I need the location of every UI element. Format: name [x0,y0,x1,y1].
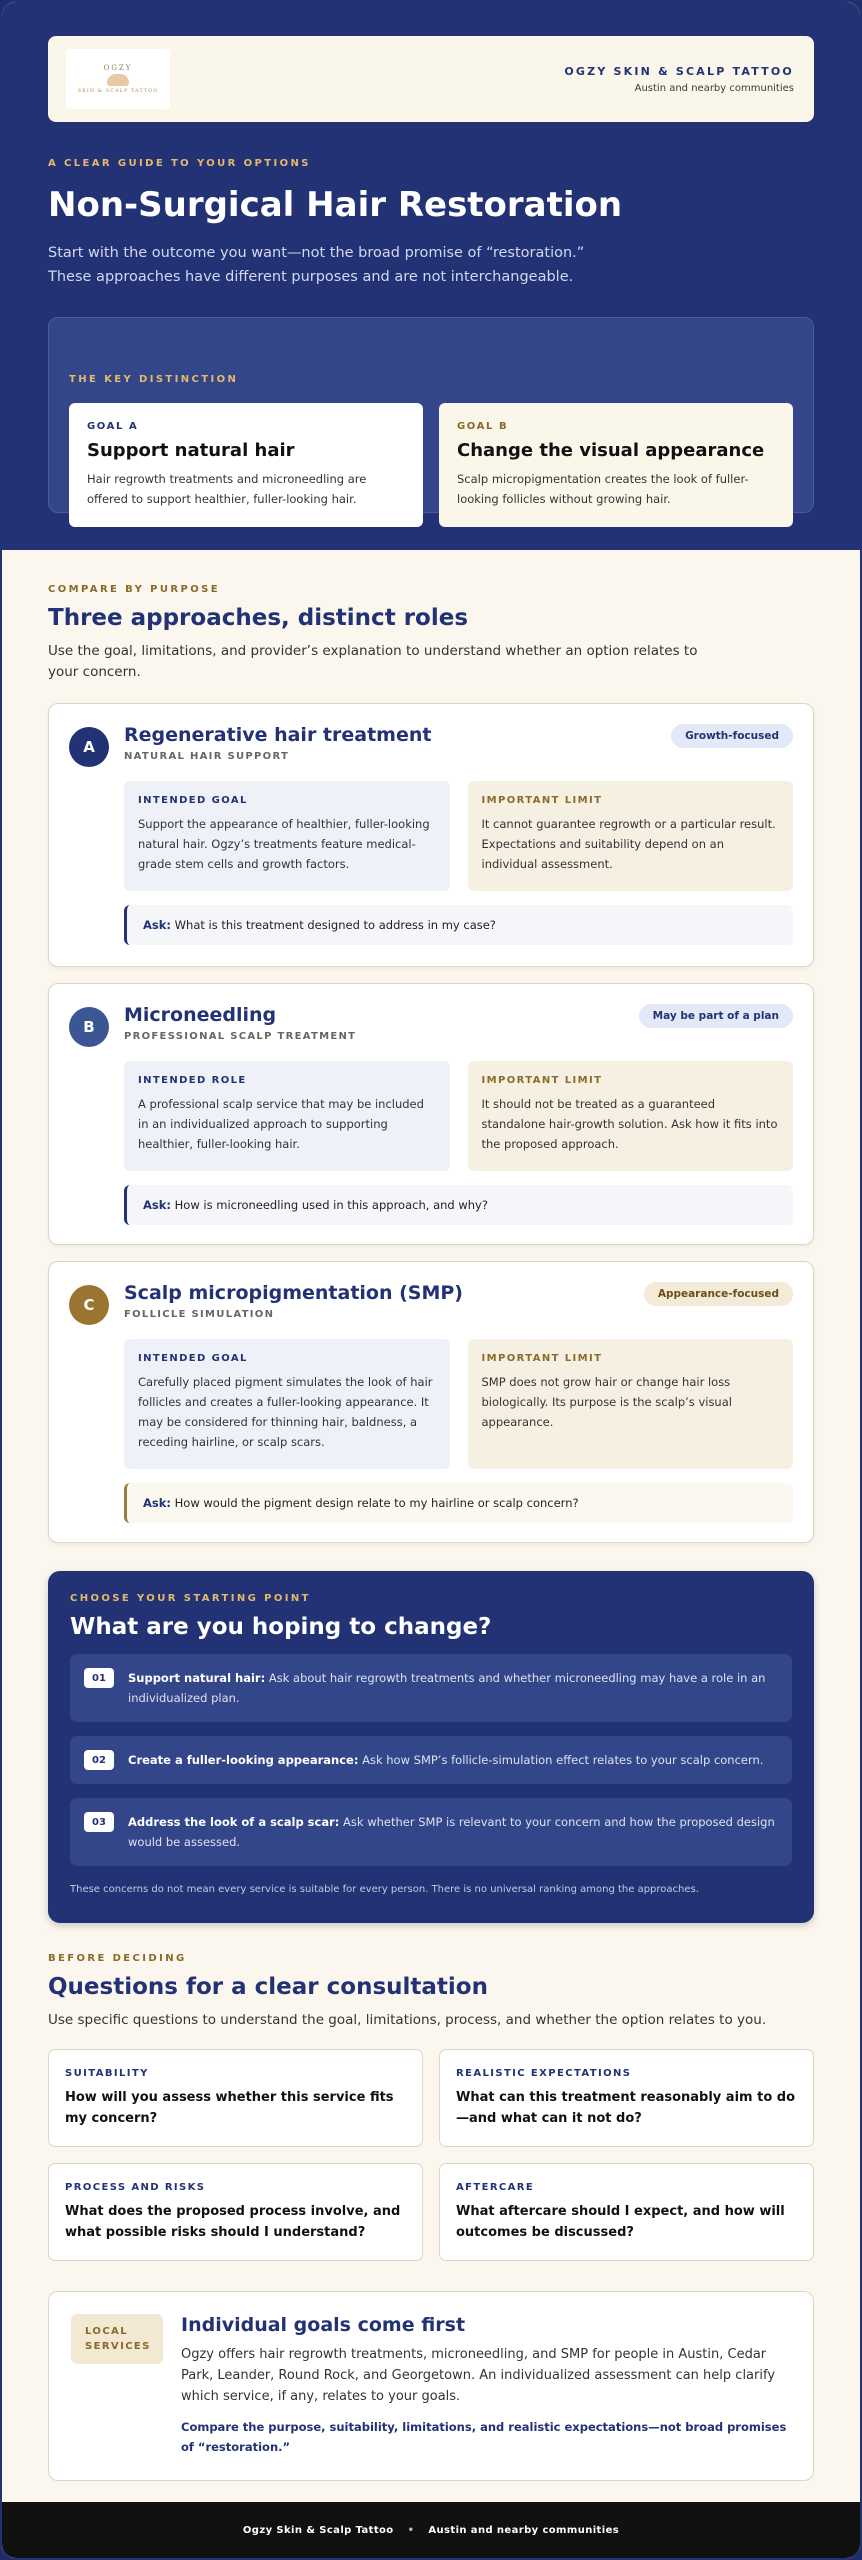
choose-eyebrow: CHOOSE YOUR STARTING POINT [70,1593,311,1604]
approach-card-c [48,1261,814,1543]
column-text: It should not be treated as a guaranteed standalone hair-growth solution. Ask how it fits into the proposed approach. [481,1097,778,1151]
question-text: How will you assess whether this service fits my concern? [65,2090,394,2126]
goal-title: Change the visual appearance [457,440,765,461]
badge-line-1: LOCAL [85,2326,128,2337]
footer-location: Austin and nearby communities [428,2524,620,2536]
column-tag: IMPORTANT LIMIT [481,1353,603,1364]
before-subtitle: Use specific questions to understand the goal, limitations, process, and whether the option relates to you. [48,2012,767,2028]
goal-card-b [439,403,793,527]
logo-subtext: SKIN & SCALP TATTOO [77,87,159,94]
compare-subtitle: Use the goal, limitations, and provider’s explanation to understand whether an option relates to your concern. [48,643,698,680]
page-title: Non-Surgical Hair Restoration [48,185,623,225]
ask-text: What is this treatment designed to address in my case? [174,918,496,932]
hero-subtitle-line-2: These approaches have different purposes and are not interchangeable. [48,269,574,285]
question-text: What aftercare should I expect, and how will outcomes be discussed? [456,2204,785,2240]
choice-item [70,1736,792,1784]
important-limit-box [468,1339,794,1469]
brand-location: Austin and nearby communities [634,82,794,94]
question-tag: PROCESS AND RISKS [65,2182,206,2193]
ask-text: How is microneedling used in this approach, and why? [174,1198,488,1212]
brand-info [564,65,794,94]
local-body [181,2314,791,2458]
column-text: A professional scalp service that may be included in an individualized approach to supporting healthier, fuller-looking hair. [138,1097,424,1151]
local-services-card [48,2291,814,2481]
goal-description: Scalp micropigmentation creates the look of fuller-looking follicles without growing hair. [457,472,749,506]
before-title: Questions for a clear consultation [48,1974,488,2000]
hero-eyebrow: A CLEAR GUIDE TO YOUR OPTIONS [48,158,311,169]
approach-kicker: FOLLICLE SIMULATION [124,1309,275,1320]
intended-goal-box [124,1339,450,1469]
choice-lead: Address the look of a scalp scar: [128,1815,340,1829]
choice-item [70,1798,792,1866]
top-bar [48,36,814,122]
approach-columns [124,1339,793,1469]
local-text: Ogzy offers hair regrowth treatments, microneedling, and SMP for people in Austin, Cedar Park, Leander, Round Rock, and Georgetown. An individualized assessment can help clarify which service, if any, relates to your goals. [181,2347,776,2404]
logo-wordmark: OGZY [103,63,133,72]
goal-title: Support natural hair [87,440,295,461]
brand-logo[interactable] [66,49,170,109]
local-services-badge [71,2314,163,2364]
question-text: What can this treatment reasonably aim to do—and what can it not do? [456,2090,796,2126]
question-grid [48,2049,814,2261]
choice-body: Ask how SMP’s follicle-simulation effect relates to your scalp concern. [362,1753,764,1767]
footer-separator: • [407,2524,415,2536]
choose-note: These concerns do not mean every service is suitable for every person. There is no universal ranking among the approaches. [70,1884,699,1895]
column-tag: IMPORTANT LIMIT [481,795,603,806]
question-tag: AFTERCARE [456,2182,535,2193]
ask-prompt [124,1185,793,1225]
column-text: It cannot guarantee regrowth or a particular result. Expectations and suitability depend on an individual assessment. [481,817,776,871]
compare-eyebrow: COMPARE BY PURPOSE [48,584,220,595]
question-text: What does the proposed process involve, and what possible risks should I understand? [65,2204,401,2240]
column-tag: INTENDED GOAL [138,1353,248,1364]
column-tag: IMPORTANT LIMIT [481,1075,603,1086]
question-card-suitability [48,2049,423,2147]
column-tag: INTENDED GOAL [138,795,248,806]
goal-tag: GOAL A [87,421,139,432]
column-text: Carefully placed pigment simulates the look of hair follicles and creates a fuller-looking appearance. It may be considered for thinning hair, baldness, a receding hairline, or scalp scars. [138,1375,433,1449]
ask-prompt [124,1483,793,1523]
before-eyebrow: BEFORE DECIDING [48,1953,187,1964]
brand-name: OGZY SKIN & SCALP TATTOO [564,64,794,78]
consultation-section [2,1923,860,2481]
distinction-eyebrow: THE KEY DISTINCTION [69,374,239,385]
important-limit-box [468,1061,794,1171]
approach-kicker: NATURAL HAIR SUPPORT [124,751,290,762]
hero-section [2,2,860,550]
approach-badge: Growth-focused [671,724,793,748]
question-tag: REALISTIC EXPECTATIONS [456,2068,632,2079]
choice-body: Ask whether SMP is relevant to your concern and how the proposed design would be assessed. [128,1815,775,1849]
approach-card-a [48,703,814,967]
goal-row [69,403,793,527]
intended-goal-box [124,781,450,891]
goal-description: Hair regrowth treatments and microneedling are offered to support healthier, fuller-looking hair. [87,472,367,506]
important-limit-box [468,781,794,891]
hero-subtitle [48,241,814,289]
choice-lead: Support natural hair: [128,1671,266,1685]
approach-columns [124,1061,793,1171]
approach-letter-badge: B [69,1007,109,1047]
hero-subtitle-line-1: Start with the outcome you want—not the broad promise of “restoration.” [48,245,585,261]
question-card-process [48,2163,423,2261]
approach-title: Regenerative hair treatment [124,724,432,746]
choice-number: 02 [84,1750,114,1770]
choice-number: 03 [84,1812,114,1832]
starting-point-panel [48,1571,814,1923]
question-card-expectations [439,2049,814,2147]
choice-item [70,1654,792,1722]
approach-badge: Appearance-focused [644,1282,793,1306]
key-distinction-panel [48,317,814,513]
approach-columns [124,781,793,891]
approach-badge: May be part of a plan [639,1004,793,1028]
ask-label: Ask: [143,1496,171,1510]
approach-title: Scalp micropigmentation (SMP) [124,1282,463,1304]
local-emphasis: Compare the purpose, suitability, limitations, and realistic expectations—not broad promises of “restoration.” [181,2420,787,2454]
choice-lead: Create a fuller-looking appearance: [128,1753,359,1767]
approach-letter-badge: C [69,1285,109,1325]
ask-label: Ask: [143,918,171,932]
choice-number: 01 [84,1668,114,1688]
choice-text [128,1668,778,1708]
compare-section [2,550,860,1543]
badge-line-2: SERVICES [85,2341,151,2352]
local-title: Individual goals come first [181,2314,466,2336]
compare-title: Three approaches, distinct roles [48,605,469,631]
column-tag: INTENDED ROLE [138,1075,247,1086]
footer-brand: Ogzy Skin & Scalp Tattoo [242,2524,394,2536]
goal-card-a [69,403,423,527]
footer [2,2502,860,2558]
choose-title: What are you hoping to change? [70,1614,492,1640]
intended-role-box [124,1061,450,1171]
approach-letter-badge: A [69,727,109,767]
ask-label: Ask: [143,1198,171,1212]
column-text: Support the appearance of healthier, fuller-looking natural hair. Ogzy’s treatments feature medical-grade stem cells and growth factors. [138,817,430,871]
approach-card-b [48,983,814,1245]
column-text: SMP does not grow hair or change hair loss biologically. Its purpose is the scalp’s visual appearance. [481,1375,732,1429]
logo-mark-icon [107,74,129,86]
question-card-aftercare [439,2163,814,2261]
choice-text [128,1812,778,1852]
ask-prompt [124,905,793,945]
approach-title: Microneedling [124,1004,277,1026]
ask-text: How would the pigment design relate to my hairline or scalp concern? [174,1496,579,1510]
goal-tag: GOAL B [457,421,509,432]
approach-kicker: PROFESSIONAL SCALP TREATMENT [124,1031,357,1042]
choice-body: Ask about hair regrowth treatments and whether microneedling may have a role in an individualized plan. [128,1671,766,1705]
choice-text [128,1750,763,1770]
question-tag: SUITABILITY [65,2068,149,2079]
